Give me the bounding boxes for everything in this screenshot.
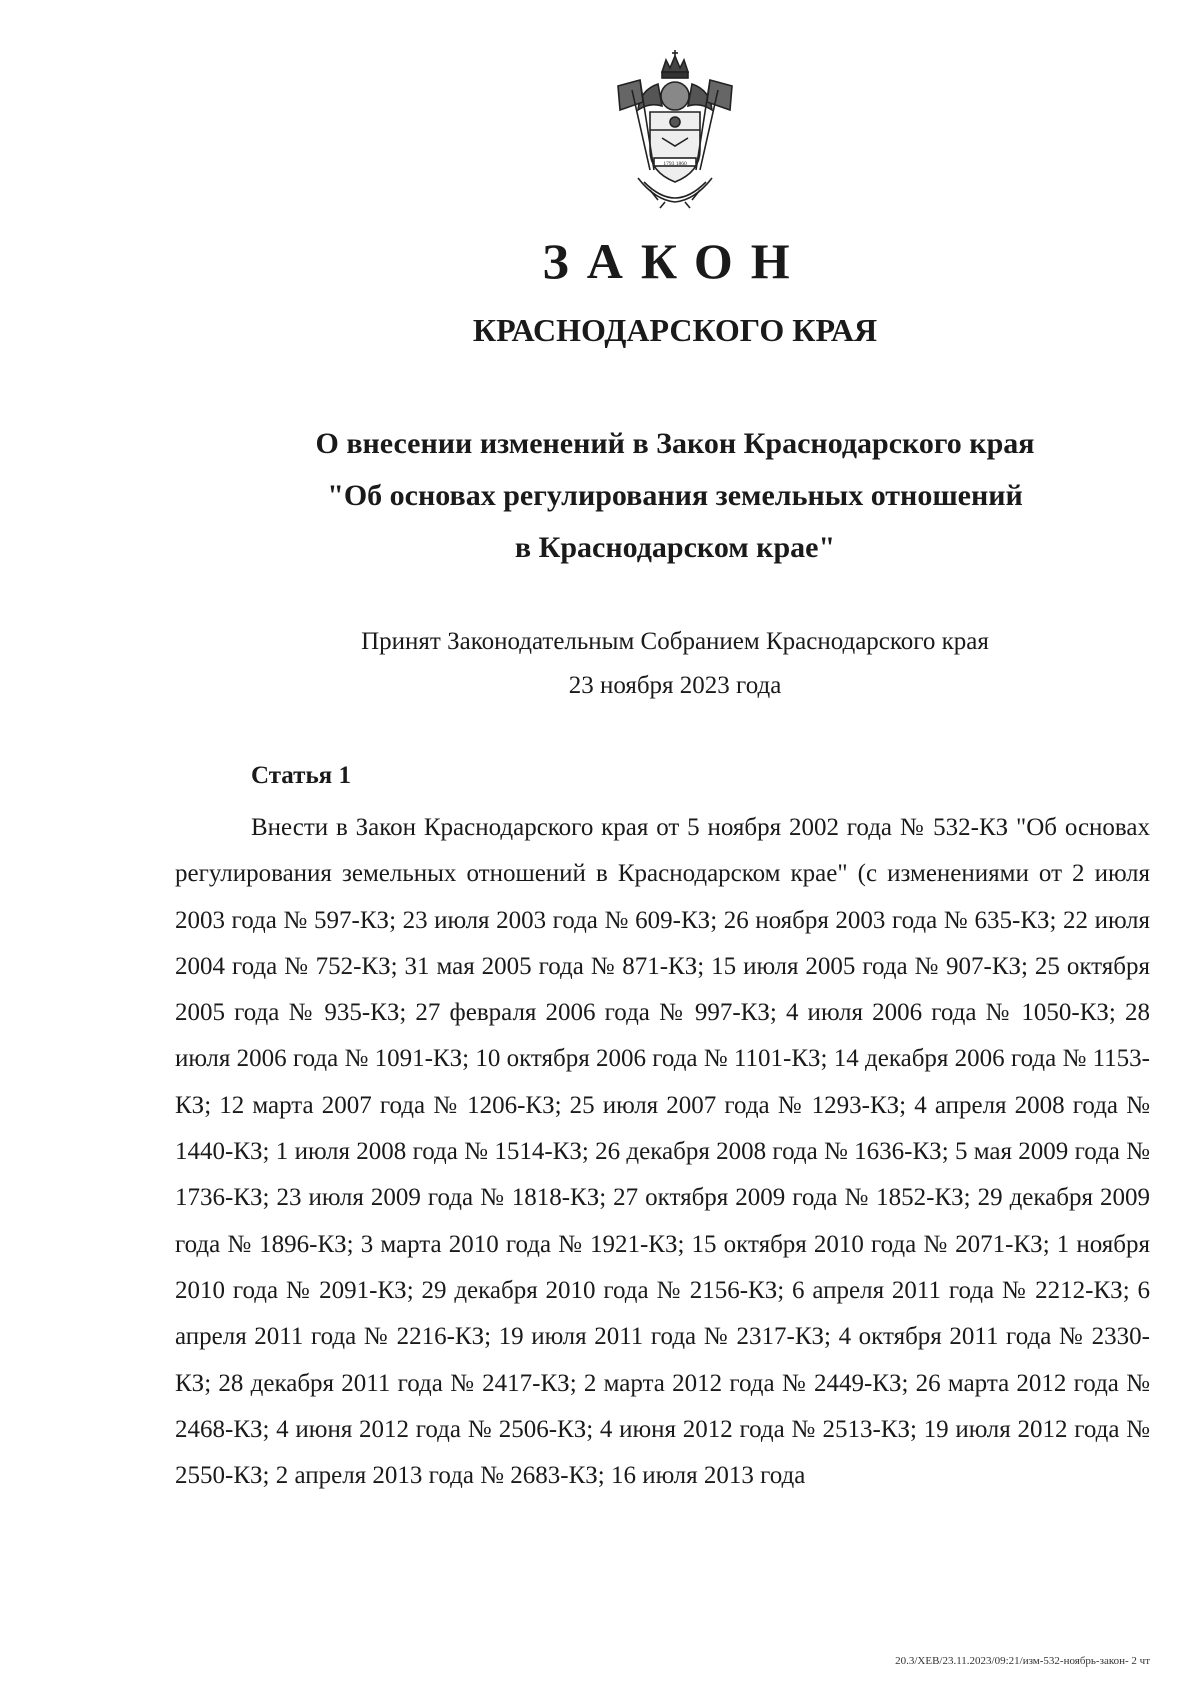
- law-name-line: "Об основах регулирования земельных отношений: [327, 479, 1023, 512]
- adoption-note: [0, 620, 1200, 708]
- footer-file-code: 20.3/ХЕВ/23.11.2023/09:21/изм-532-ноябрь-закон- 2 чт: [895, 1655, 1150, 1667]
- law-name-line: в Краснодарском крае": [514, 531, 836, 564]
- adoption-body: Принят Законодательным Собранием Краснодарского края: [361, 628, 989, 655]
- svg-text:1793 1860: 1793 1860: [663, 161, 687, 167]
- document-title: ЗАКОН: [542, 233, 808, 289]
- article-title: Статья 1: [251, 762, 351, 789]
- law-name: [0, 418, 1200, 574]
- law-name-line: О внесении изменений в Закон Краснодарского края: [315, 427, 1035, 460]
- document-subtitle: КРАСНОДАРСКОГО КРАЯ: [472, 312, 878, 348]
- adoption-date: 23 ноября 2023 года: [568, 672, 782, 699]
- article-text: Внести в Закон Краснодарского края от 5 ноября 2002 года № 532-КЗ "Об основах регулирования земельных отношений в Краснодарском крае" (с изменениями от 2 июля 2003 года № 597-КЗ; 23 июля 2003 года № 609-КЗ; 26 ноября 2003 года № 635-КЗ; 22 июля 2004 года № 752-КЗ; 31 мая 2005 года № 871-КЗ; 15 июля 2005 года № 907-КЗ; 25 октября 2005 года № 935-КЗ; 27 февраля 2006 года № 997-КЗ; 4 июля 2006 года № 1050-КЗ; 28 июля 2006 года № 1091-КЗ; 10 октября 2006 года № 1101-КЗ; 14 декабря 2006 года № 1153-КЗ; 12 марта 2007 года № 1206-КЗ; 25 июля 2007 года № 1293-КЗ; 4 апреля 2008 года № 1440-КЗ; 1 июля 2008 года № 1514-КЗ; 26 декабря 2008 года № 1636-КЗ; 5 мая 2009 года № 1736-КЗ; 23 июля 2009 года № 1818-КЗ; 27 октября 2009 года № 1852-КЗ; 29 декабря 2009 года № 1896-КЗ; 3 марта 2010 года № 1921-КЗ; 15 октября 2010 года № 2071-КЗ; 1 ноября 2010 года № 2091-КЗ; 29 декабря 2010 года № 2156-КЗ; 6 апреля 2011 года № 2212-КЗ; 6 апреля 2011 года № 2216-КЗ; 19 июля 2011 года № 2317-КЗ; 4 октября 2011 года № 2330-КЗ; 28 декабря 2011 года № 2417-КЗ; 2 марта 2012 года № 2449-КЗ; 26 марта 2012 года № 2468-КЗ; 4 июня 2012 года № 2506-КЗ; 4 июня 2012 года № 2513-КЗ; 19 июля 2012 года № 2550-КЗ; 2 апреля 2013 года № 2683-КЗ; 16 июля 2013 года: [175, 814, 1150, 1490]
- coat-of-arms-icon: [610, 50, 740, 210]
